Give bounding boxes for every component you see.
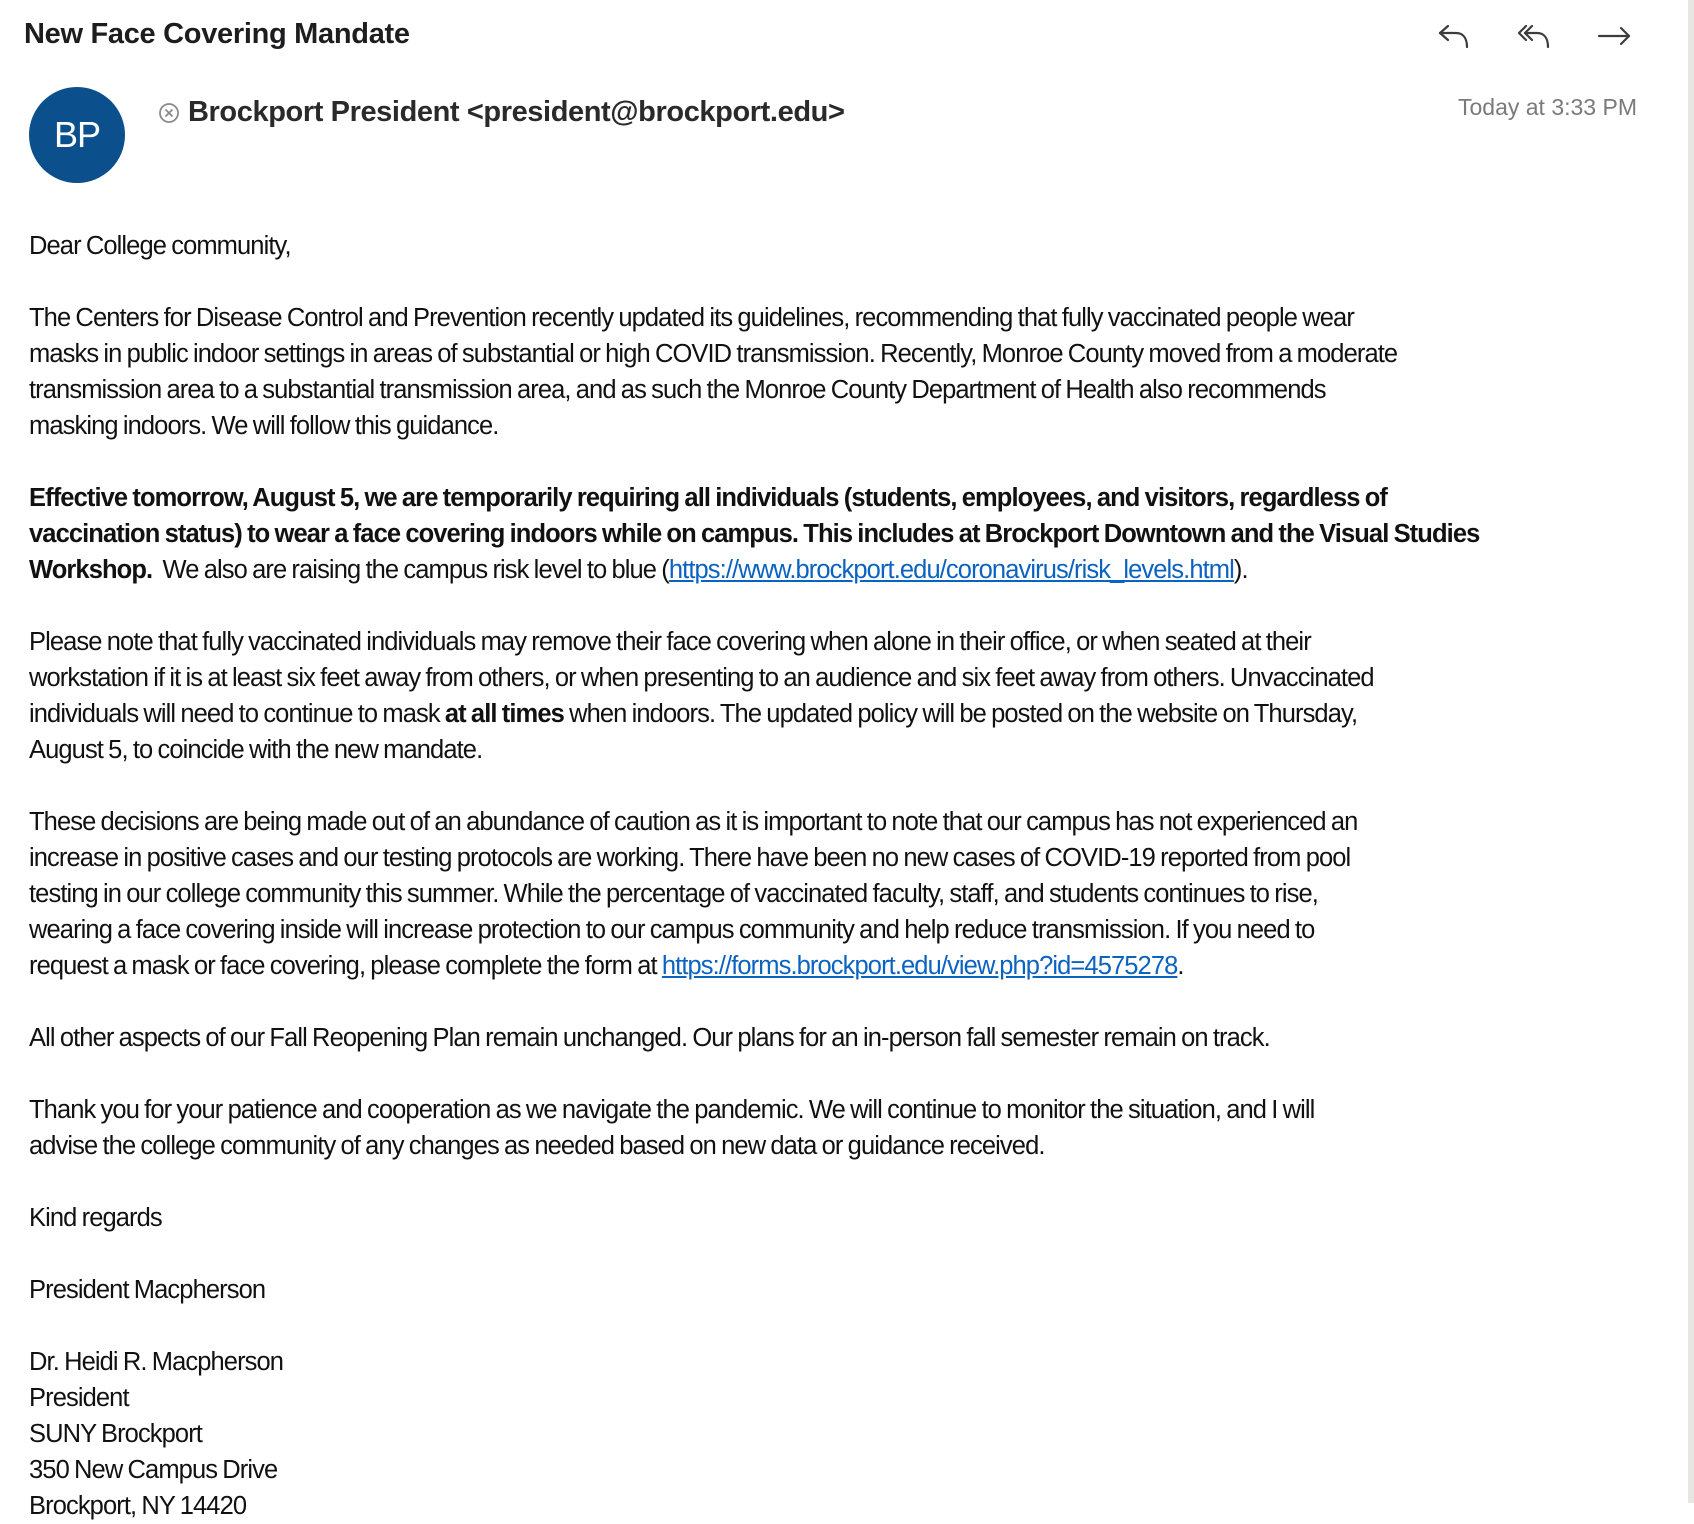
body-line: transmission area to a substantial transmission area, and as such the Monroe County Department of Health also recommends: [29, 376, 1326, 404]
body-text: when indoors. The updated policy will be posted on the website on Thursday,: [563, 700, 1358, 728]
body-line: The Centers for Disease Control and Prevention recently updated its guidelines, recommending that fully vaccinated people wear: [29, 304, 1354, 332]
paragraph-thanks: [29, 1092, 1669, 1164]
signature-line: Dr. Heidi R. Macpherson: [29, 1348, 284, 1376]
body-text: ).: [1233, 556, 1248, 584]
body-line: testing in our college community this summer. While the percentage of vaccinated faculty, staff, and students continues to rise,: [29, 880, 1318, 908]
bold-text: Workshop.: [29, 556, 153, 584]
body-text: We also are raising the campus risk level to blue (: [152, 556, 669, 584]
signature-block: [29, 1344, 1669, 1524]
paragraph-caution: [29, 804, 1669, 984]
body-line: advise the college community of any changes as needed based on new data or guidance received.: [29, 1132, 1045, 1160]
reply-button[interactable]: [1434, 16, 1474, 56]
reply-all-button[interactable]: [1514, 16, 1554, 56]
body-line: masking indoors. We will follow this guidance.: [29, 412, 499, 440]
circle-x-icon: [158, 102, 180, 124]
body-line: [29, 552, 1669, 588]
signoff: President Macpherson: [29, 1276, 266, 1304]
scrollbar[interactable]: [1688, 0, 1694, 1503]
greeting: Dear College community,: [29, 232, 291, 260]
body-line: [29, 696, 1669, 732]
email-body: [29, 228, 1669, 1524]
body-line: vaccination status) to wear a face covering indoors while on campus. This includes at Brockport Downtown and the Visual Studies: [29, 520, 1480, 548]
body-text: request a mask or face covering, please complete the form at: [29, 952, 662, 980]
signature-line: Brockport, NY 14420: [29, 1492, 247, 1520]
body-line: wearing a face covering inside will increase protection to our campus community and help reduce transmission. If you need to: [29, 916, 1315, 944]
risk-levels-link[interactable]: https://www.brockport.edu/coronavirus/risk_levels.html: [668, 556, 1234, 584]
bold-text: at all times: [444, 700, 564, 728]
body-line: [29, 948, 1669, 984]
signature-line: SUNY Brockport: [29, 1420, 202, 1448]
sender-address: Brockport President <president@brockport.edu>: [188, 96, 845, 128]
body-text: individuals will need to continue to mask: [29, 700, 445, 728]
body-line: workstation if it is at least six feet away from others, or when presenting to an audience and six feet away from others. Unvaccinated: [29, 664, 1374, 692]
body-line: increase in positive cases and our testing protocols are working. There have been no new cases of COVID-19 reported from pool: [29, 844, 1351, 872]
body-line: masks in public indoor settings in areas of substantial or high COVID transmission. Recently, Monroe County moved from a moderate: [29, 340, 1398, 368]
forward-button[interactable]: [1594, 16, 1634, 56]
mask-request-form-link[interactable]: https://forms.brockport.edu/view.php?id=4575278: [661, 952, 1178, 980]
sender[interactable]: [158, 96, 844, 129]
paragraph-vaccinated-exceptions: [29, 624, 1669, 768]
email-subject: New Face Covering Mandate: [24, 18, 410, 50]
reply-icon: [1436, 21, 1472, 51]
reply-all-icon: [1516, 21, 1552, 51]
forward-icon: [1596, 21, 1632, 51]
signature-line: 350 New Campus Drive: [29, 1456, 278, 1484]
body-line: These decisions are being made out of an abundance of caution as it is important to note that our campus has not experienced an: [29, 808, 1358, 836]
timestamp: Today at 3:33 PM: [1458, 94, 1637, 120]
paragraph-cdc-guidance: [29, 300, 1669, 444]
body-line: Effective tomorrow, August 5, we are temporarily requiring all individuals (students, employees, and visitors, regardless of: [29, 484, 1387, 512]
paragraph-mandate: [29, 480, 1669, 588]
body-line: Please note that fully vaccinated individuals may remove their face covering when alone in their office, or when seated at their: [29, 628, 1311, 656]
closing: Kind regards: [29, 1204, 162, 1232]
body-line: Thank you for your patience and cooperation as we navigate the pandemic. We will continue to monitor the situation, and I will: [29, 1096, 1315, 1124]
body-line: August 5, to coincide with the new mandate.: [29, 736, 483, 764]
message-actions: [1434, 16, 1634, 56]
body-text: .: [1177, 952, 1184, 980]
avatar: BP: [29, 87, 125, 183]
signature-line: President: [29, 1384, 129, 1412]
paragraph-reopening-plan: All other aspects of our Fall Reopening Plan remain unchanged. Our plans for an in-person fall semester remain on track.: [29, 1024, 1270, 1052]
